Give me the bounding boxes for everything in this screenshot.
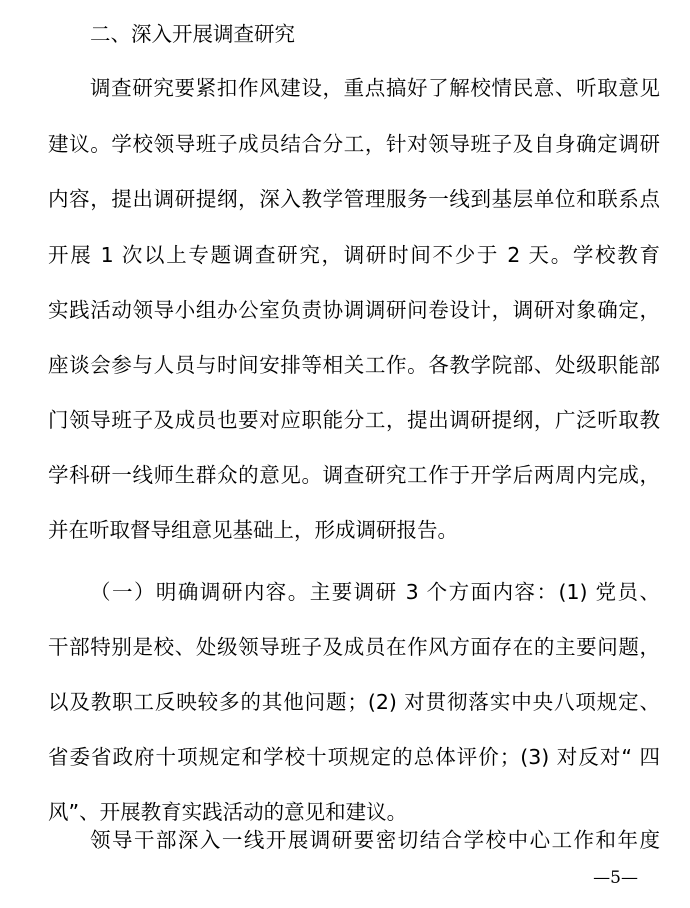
text-line: 建议。学校领导班子成员结合分工，针对领导班子及自身确定调研 (48, 132, 660, 156)
text-line: 调查研究要紧扣作风建设，重点搞好了解校情民意、听取意见 (90, 76, 660, 100)
text-line: 风”、开展教育实践活动的意见和建议。 (48, 800, 408, 824)
text-line: 门领导班子及成员也要对应职能分工，提出调研提纲，广泛听取教 (48, 408, 660, 432)
text-line: 省委省政府十项规定和学校十项规定的总体评价；(3) 对反对“ 四 (48, 745, 660, 769)
text-line: 内容，提出调研提纲，深入教学管理服务一线到基层单位和联系点 (48, 187, 660, 211)
text-line: 干部特别是校、处级领导班子及成员在作风方面存在的主要问题， (48, 635, 660, 659)
text-line: 领导干部深入一线开展调研要密切结合学校中心工作和年度 (90, 828, 660, 852)
text-line: 座谈会参与人员与时间安排等相关工作。各教学院部、处级职能部 (48, 353, 660, 377)
text-line: 学科研一线师生群众的意见。调查研究工作于开学后两周内完成， (48, 463, 660, 487)
text-line: （一）明确调研内容。主要调研 3 个方面内容：(1) 党员、 (90, 580, 660, 604)
text-line: 以及教职工反映较多的其他问题；(2) 对贯彻落实中央八项规定、 (48, 690, 660, 714)
text-line: 实践活动领导小组办公室负责协调调研问卷设计，调研对象确定， (48, 298, 660, 322)
section-heading: 二、深入开展调查研究 (90, 22, 295, 46)
text-line: 并在听取督导组意见基础上，形成调研报告。 (48, 518, 458, 542)
page-number: —5— (593, 868, 638, 888)
text-line: 开展 1 次以上专题调查研究，调研时间不少于 2 天。学校教育 (48, 243, 660, 267)
